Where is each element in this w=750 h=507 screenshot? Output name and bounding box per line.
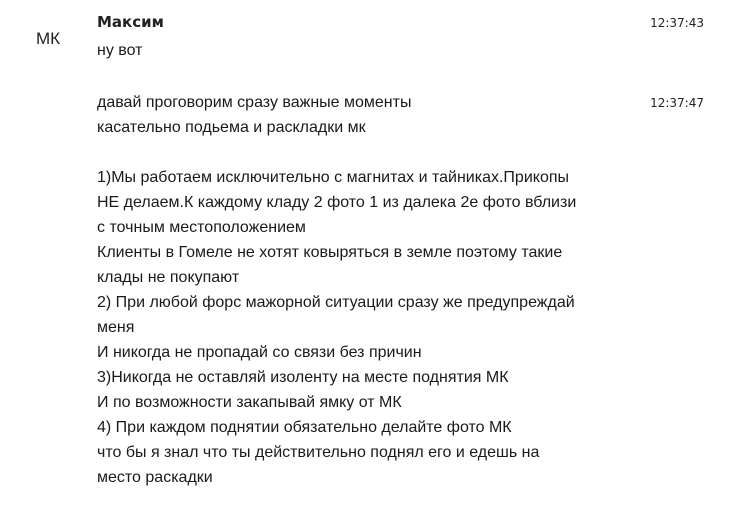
- message-line: 3)Никогда не оставляй изоленту на месте поднятия МК: [97, 369, 509, 386]
- message-line: давай проговорим сразу важные моменты: [97, 94, 412, 111]
- message-line: И никогда не пропадай со связи без причин: [97, 344, 422, 361]
- message-line: что бы я знал что ты действительно поднял его и едешь на: [97, 444, 540, 461]
- message-line: с точным местоположением: [97, 219, 306, 236]
- sender-name[interactable]: Максим: [97, 13, 164, 31]
- message-timestamp: 12:37:43: [650, 16, 704, 30]
- message-line: НЕ делаем.К каждому кладу 2 фото 1 из далека 2е фото вблизи: [97, 194, 577, 211]
- message-line: 2) При любой форс мажорной ситуации сразу же предупреждай: [97, 294, 575, 311]
- message-line: Клиенты в Гомеле не хотят ковыряться в земле поэтому такие: [97, 244, 563, 261]
- message-text: [97, 38, 657, 63]
- message-line: 1)Мы работаем исключительно с магнитах и тайниках.Прикопы: [97, 169, 569, 186]
- message-line: касательно подьема и раскладки мк: [97, 119, 366, 136]
- message-line: клады не покупают: [97, 269, 240, 286]
- message-timestamp: 12:37:47: [650, 96, 704, 110]
- message-line: И по возможности закапывай ямку от МК: [97, 394, 402, 411]
- message-line: меня: [97, 319, 135, 336]
- message-line: ну вот: [97, 42, 143, 59]
- message-text: [97, 90, 657, 490]
- blank-line: [97, 140, 657, 165]
- message-line: 4) При каждом поднятии обязательно делайте фото МК: [97, 419, 512, 436]
- avatar[interactable]: МК: [36, 29, 61, 48]
- message-line: место раскадки: [97, 469, 213, 486]
